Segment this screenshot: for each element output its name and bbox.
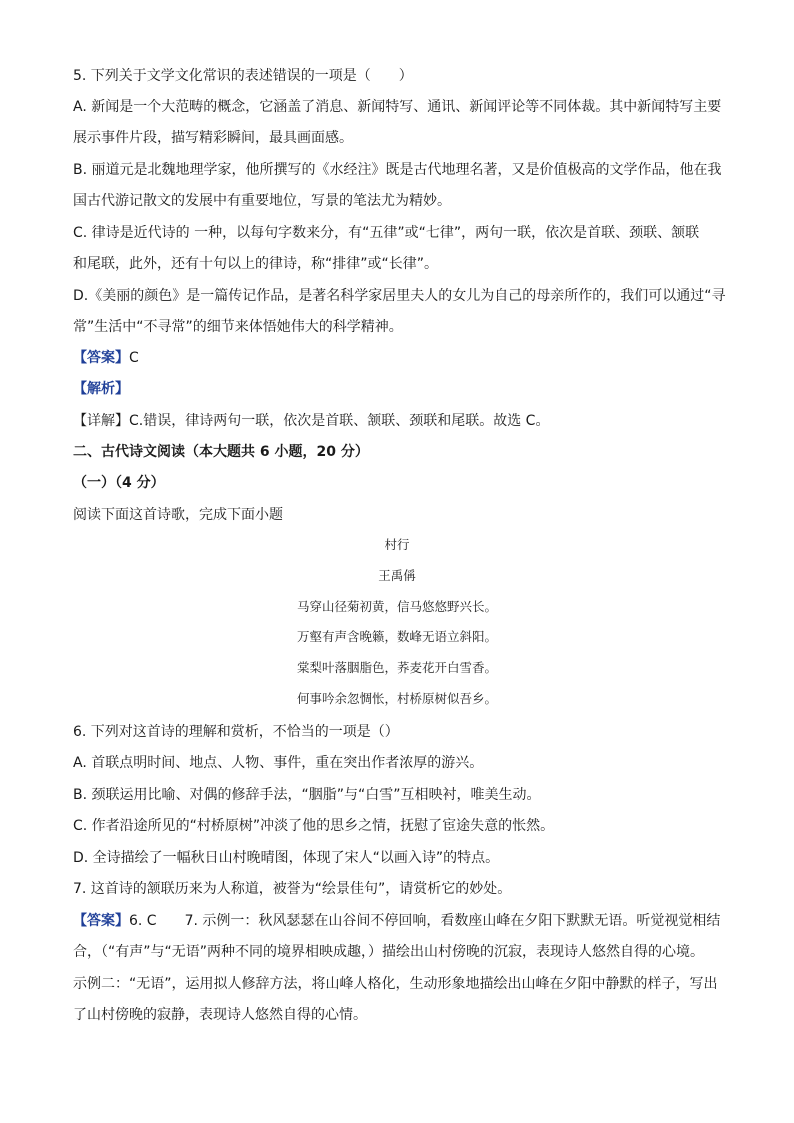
q6-option-a: A. 首联点明时间、地点、人物、事件，重在突出作者浓厚的游兴。 <box>73 755 484 771</box>
q7-stem: 7. 这首诗的颔联历来为人称道，被誉为“绘景佳句”，请赏析它的妙处。 <box>73 881 512 897</box>
poem-line: 棠梨叶落胭脂色，荞麦花开白雪香。 <box>296 660 497 675</box>
q6-stem: 6. 下列对这首诗的理解和赏析，不恰当的一项是（） <box>73 724 399 740</box>
analysis-tag: 【解析】 <box>73 381 129 397</box>
section2-title: 二、古代诗文阅读（本大题共 6 小题，20 分） <box>73 444 369 460</box>
section2-instruction: 阅读下面这首诗歌，完成下面小题 <box>73 507 283 523</box>
q5-option-d-line2: 常”生活中“不寻常”的细节来体悟她伟大的科学精神。 <box>73 319 403 335</box>
answer-text: 6. C 7. 示例一：秋风瑟瑟在山谷间不停回响，看数座山峰在夕阳下默默无语。听觉视觉相结 <box>129 913 721 929</box>
poem-line: 马穿山径菊初黄，信马悠悠野兴长。 <box>296 599 497 614</box>
poem-line: 何事吟余忽惆怅，村桥原树似吾乡。 <box>296 691 497 706</box>
q7-answer-line4: 了山村傍晚的寂静，表现诗人悠然自得的心情。 <box>73 1007 367 1023</box>
q5-detail: 【详解】C.错误，律诗两句一联，依次是首联、颔联、颈联和尾联。故选 C。 <box>73 413 550 429</box>
q5-stem: 5. 下列关于文学文化常识的表述错误的一项是（ ） <box>73 68 413 84</box>
q5-option-b-line1: B. 丽道元是北魏地理学家，他所撰写的《水经注》既是古代地理名著，又是价值极高的文学作品，他在我 <box>73 162 722 178</box>
q5-option-d-line1: D.《美丽的颜色》是一篇传记作品，是著名科学家居里夫人的女儿为自己的母亲所作的，我们可以通过“寻 <box>73 288 726 304</box>
q5-answer <box>73 348 734 368</box>
answer-tag: 【答案】 <box>73 350 129 366</box>
answer-tag: 【答案】 <box>73 913 129 929</box>
q5-option-b-line2: 国古代游记散文的发展中有重要地位，写景的笔法尤为精妙。 <box>73 193 451 209</box>
answer-value: C <box>129 350 139 366</box>
q6-option-c: C. 作者沿途所见的“村桥原树”冲淡了他的思乡之情，抚慰了宦途失意的怅然。 <box>73 818 555 834</box>
q7-answer-line2: 合，（“有声”与“无语”两种不同的境界相映成趣，）描绘出山村傍晚的沉寂，表现诗人悠然自得的心境。 <box>73 944 705 960</box>
q6-option-d: D. 全诗描绘了一幅秋日山村晚晴图，体现了宋人“以画入诗”的特点。 <box>73 850 500 866</box>
q5-option-a-line1: A. 新闻是一个大范畴的概念，它涵盖了消息、新闻特写、通讯、新闻评论等不同体裁。其中新闻特写主要 <box>73 99 722 115</box>
section2-subtitle: （一）（4 分） <box>73 475 165 491</box>
q7-answer-line1 <box>73 911 734 931</box>
q6-option-b: B. 颈联运用比喻、对偶的修辞手法，“胭脂”与“白雪”互相映衬，唯美生动。 <box>73 787 541 803</box>
poem-title: 村行 <box>384 537 410 552</box>
q7-answer-line3: 示例二：“无语”，运用拟人修辞方法，将山峰人格化，生动形象地描绘出山峰在夕阳中静默的样子，写出 <box>73 976 718 992</box>
q5-option-c-line1: C. 律诗是近代诗的 一种，以每句字数来分，有“五律”或“七律”，两句一联，依次是首联、颈联、颔联 <box>73 225 700 241</box>
poem-author: 王禹偁 <box>378 568 416 583</box>
q5-option-a-line2: 展示事件片段，描写精彩瞬间，最具画面感。 <box>73 130 353 146</box>
poem-line: 万壑有声含晚籁，数峰无语立斜阳。 <box>296 629 497 644</box>
q5-option-c-line2: 和尾联，此外，还有十句以上的律诗，称“排律”或“长律”。 <box>73 256 439 272</box>
q5-analysis-tag <box>73 379 734 399</box>
